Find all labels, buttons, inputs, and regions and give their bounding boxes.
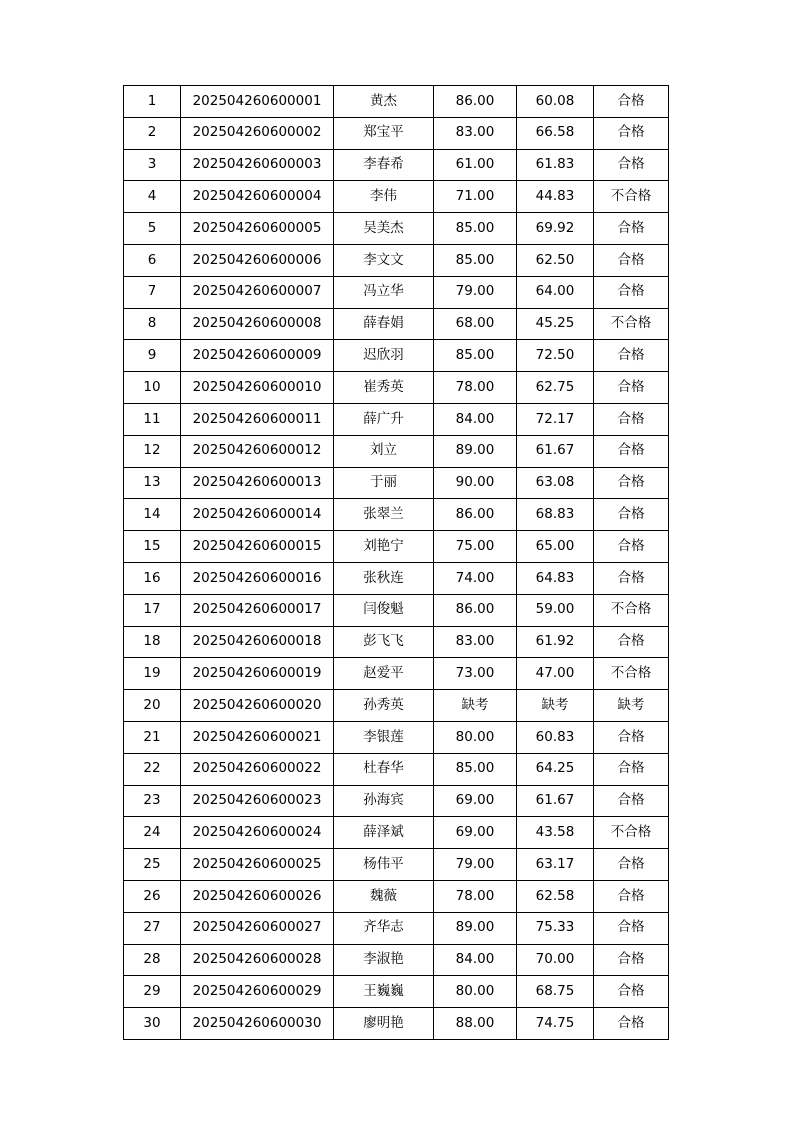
result-cell: 合格: [594, 626, 669, 658]
score-1-cell: 78.00: [434, 372, 517, 404]
score-2-cell: 72.50: [517, 340, 594, 372]
table-row: [124, 499, 669, 531]
candidate-name-cell: 赵爱平: [334, 658, 434, 690]
score-2-cell: 43.58: [517, 817, 594, 849]
candidate-name-cell: 李文文: [334, 244, 434, 276]
score-2-cell: 68.75: [517, 976, 594, 1008]
row-number-cell: 4: [124, 181, 181, 213]
exam-id-cell: 202504260600019: [181, 658, 334, 690]
exam-id-cell: 202504260600030: [181, 1008, 334, 1040]
table-row: [124, 626, 669, 658]
table-row: [124, 753, 669, 785]
table-row: [124, 562, 669, 594]
table-row: [124, 785, 669, 817]
exam-id-cell: 202504260600017: [181, 594, 334, 626]
candidate-name-cell: 彭飞飞: [334, 626, 434, 658]
row-number-cell: 15: [124, 531, 181, 563]
score-1-cell: 73.00: [434, 658, 517, 690]
table-row: [124, 86, 669, 118]
exam-id-cell: 202504260600014: [181, 499, 334, 531]
score-2-cell: 74.75: [517, 1008, 594, 1040]
result-cell: 合格: [594, 149, 669, 181]
exam-id-cell: 202504260600009: [181, 340, 334, 372]
candidate-name-cell: 张翠兰: [334, 499, 434, 531]
table-row: [124, 690, 669, 722]
score-2-cell: 61.92: [517, 626, 594, 658]
result-cell: 缺考: [594, 690, 669, 722]
candidate-name-cell: 魏薇: [334, 880, 434, 912]
candidate-name-cell: 李淑艳: [334, 944, 434, 976]
candidate-name-cell: 孙秀英: [334, 690, 434, 722]
result-cell: 合格: [594, 467, 669, 499]
score-1-cell: 69.00: [434, 817, 517, 849]
table-row: [124, 912, 669, 944]
score-2-cell: 64.00: [517, 276, 594, 308]
candidate-name-cell: 廖明艳: [334, 1008, 434, 1040]
result-cell: 合格: [594, 531, 669, 563]
result-cell: 合格: [594, 785, 669, 817]
row-number-cell: 18: [124, 626, 181, 658]
score-1-cell: 86.00: [434, 594, 517, 626]
score-2-cell: 65.00: [517, 531, 594, 563]
candidate-name-cell: 冯立华: [334, 276, 434, 308]
result-cell: 合格: [594, 276, 669, 308]
score-2-cell: 61.67: [517, 785, 594, 817]
score-2-cell: 62.58: [517, 880, 594, 912]
candidate-name-cell: 薛春娟: [334, 308, 434, 340]
candidate-name-cell: 李春希: [334, 149, 434, 181]
result-cell: 不合格: [594, 817, 669, 849]
exam-id-cell: 202504260600010: [181, 372, 334, 404]
score-2-cell: 61.83: [517, 149, 594, 181]
result-cell: 合格: [594, 976, 669, 1008]
exam-id-cell: 202504260600013: [181, 467, 334, 499]
exam-id-cell: 202504260600020: [181, 690, 334, 722]
table-row: [124, 880, 669, 912]
exam-id-cell: 202504260600021: [181, 721, 334, 753]
score-1-cell: 68.00: [434, 308, 517, 340]
exam-id-cell: 202504260600023: [181, 785, 334, 817]
results-table-body: [124, 86, 669, 1040]
row-number-cell: 24: [124, 817, 181, 849]
candidate-name-cell: 刘艳宁: [334, 531, 434, 563]
result-cell: 合格: [594, 435, 669, 467]
score-2-cell: 62.50: [517, 244, 594, 276]
score-2-cell: 70.00: [517, 944, 594, 976]
candidate-name-cell: 郑宝平: [334, 117, 434, 149]
score-1-cell: 78.00: [434, 880, 517, 912]
candidate-name-cell: 迟欣羽: [334, 340, 434, 372]
row-number-cell: 26: [124, 880, 181, 912]
row-number-cell: 19: [124, 658, 181, 690]
exam-id-cell: 202504260600001: [181, 86, 334, 118]
score-2-cell: 45.25: [517, 308, 594, 340]
score-2-cell: 62.75: [517, 372, 594, 404]
result-cell: 不合格: [594, 658, 669, 690]
result-cell: 不合格: [594, 181, 669, 213]
row-number-cell: 12: [124, 435, 181, 467]
row-number-cell: 1: [124, 86, 181, 118]
result-cell: 不合格: [594, 308, 669, 340]
row-number-cell: 8: [124, 308, 181, 340]
result-cell: 合格: [594, 721, 669, 753]
row-number-cell: 9: [124, 340, 181, 372]
result-cell: 合格: [594, 880, 669, 912]
candidate-name-cell: 吴美杰: [334, 213, 434, 245]
row-number-cell: 2: [124, 117, 181, 149]
score-1-cell: 86.00: [434, 499, 517, 531]
score-2-cell: 61.67: [517, 435, 594, 467]
candidate-name-cell: 李银莲: [334, 721, 434, 753]
result-cell: 合格: [594, 499, 669, 531]
results-table: [123, 85, 669, 1040]
exam-id-cell: 202504260600024: [181, 817, 334, 849]
score-2-cell: 47.00: [517, 658, 594, 690]
score-2-cell: 60.83: [517, 721, 594, 753]
table-row: [124, 276, 669, 308]
candidate-name-cell: 齐华志: [334, 912, 434, 944]
result-cell: 合格: [594, 340, 669, 372]
score-1-cell: 79.00: [434, 276, 517, 308]
result-cell: 合格: [594, 213, 669, 245]
exam-id-cell: 202504260600012: [181, 435, 334, 467]
exam-id-cell: 202504260600011: [181, 403, 334, 435]
score-2-cell: 63.17: [517, 849, 594, 881]
exam-id-cell: 202504260600026: [181, 880, 334, 912]
result-cell: 合格: [594, 562, 669, 594]
row-number-cell: 21: [124, 721, 181, 753]
result-cell: 合格: [594, 912, 669, 944]
table-row: [124, 1008, 669, 1040]
exam-id-cell: 202504260600022: [181, 753, 334, 785]
score-1-cell: 84.00: [434, 403, 517, 435]
score-1-cell: 85.00: [434, 244, 517, 276]
candidate-name-cell: 李伟: [334, 181, 434, 213]
score-1-cell: 缺考: [434, 690, 517, 722]
score-2-cell: 63.08: [517, 467, 594, 499]
table-row: [124, 149, 669, 181]
candidate-name-cell: 孙海宾: [334, 785, 434, 817]
exam-id-cell: 202504260600004: [181, 181, 334, 213]
result-cell: 合格: [594, 117, 669, 149]
score-1-cell: 89.00: [434, 912, 517, 944]
row-number-cell: 20: [124, 690, 181, 722]
row-number-cell: 25: [124, 849, 181, 881]
row-number-cell: 29: [124, 976, 181, 1008]
exam-id-cell: 202504260600029: [181, 976, 334, 1008]
row-number-cell: 27: [124, 912, 181, 944]
score-2-cell: 59.00: [517, 594, 594, 626]
candidate-name-cell: 杜春华: [334, 753, 434, 785]
score-1-cell: 74.00: [434, 562, 517, 594]
score-2-cell: 缺考: [517, 690, 594, 722]
score-1-cell: 84.00: [434, 944, 517, 976]
exam-id-cell: 202504260600002: [181, 117, 334, 149]
score-1-cell: 69.00: [434, 785, 517, 817]
exam-id-cell: 202504260600018: [181, 626, 334, 658]
candidate-name-cell: 杨伟平: [334, 849, 434, 881]
row-number-cell: 7: [124, 276, 181, 308]
exam-id-cell: 202504260600007: [181, 276, 334, 308]
candidate-name-cell: 崔秀英: [334, 372, 434, 404]
table-row: [124, 213, 669, 245]
row-number-cell: 28: [124, 944, 181, 976]
exam-id-cell: 202504260600006: [181, 244, 334, 276]
score-1-cell: 89.00: [434, 435, 517, 467]
table-row: [124, 721, 669, 753]
exam-id-cell: 202504260600027: [181, 912, 334, 944]
table-row: [124, 467, 669, 499]
result-cell: 合格: [594, 944, 669, 976]
score-2-cell: 64.25: [517, 753, 594, 785]
score-2-cell: 72.17: [517, 403, 594, 435]
score-1-cell: 71.00: [434, 181, 517, 213]
row-number-cell: 22: [124, 753, 181, 785]
candidate-name-cell: 刘立: [334, 435, 434, 467]
exam-id-cell: 202504260600028: [181, 944, 334, 976]
score-1-cell: 61.00: [434, 149, 517, 181]
table-row: [124, 817, 669, 849]
row-number-cell: 17: [124, 594, 181, 626]
exam-id-cell: 202504260600025: [181, 849, 334, 881]
table-row: [124, 117, 669, 149]
score-1-cell: 86.00: [434, 86, 517, 118]
candidate-name-cell: 薛泽斌: [334, 817, 434, 849]
score-2-cell: 60.08: [517, 86, 594, 118]
table-row: [124, 976, 669, 1008]
candidate-name-cell: 黄杰: [334, 86, 434, 118]
result-cell: 合格: [594, 849, 669, 881]
candidate-name-cell: 于丽: [334, 467, 434, 499]
table-row: [124, 658, 669, 690]
score-2-cell: 64.83: [517, 562, 594, 594]
score-1-cell: 85.00: [434, 213, 517, 245]
score-1-cell: 79.00: [434, 849, 517, 881]
score-1-cell: 88.00: [434, 1008, 517, 1040]
row-number-cell: 5: [124, 213, 181, 245]
row-number-cell: 6: [124, 244, 181, 276]
candidate-name-cell: 闫俊魁: [334, 594, 434, 626]
score-1-cell: 83.00: [434, 117, 517, 149]
score-2-cell: 69.92: [517, 213, 594, 245]
row-number-cell: 30: [124, 1008, 181, 1040]
row-number-cell: 16: [124, 562, 181, 594]
score-1-cell: 85.00: [434, 340, 517, 372]
table-row: [124, 244, 669, 276]
table-row: [124, 181, 669, 213]
score-1-cell: 83.00: [434, 626, 517, 658]
score-1-cell: 80.00: [434, 721, 517, 753]
result-cell: 合格: [594, 403, 669, 435]
table-row: [124, 944, 669, 976]
table-row: [124, 308, 669, 340]
score-2-cell: 75.33: [517, 912, 594, 944]
score-2-cell: 68.83: [517, 499, 594, 531]
row-number-cell: 14: [124, 499, 181, 531]
exam-id-cell: 202504260600005: [181, 213, 334, 245]
exam-id-cell: 202504260600003: [181, 149, 334, 181]
table-row: [124, 531, 669, 563]
row-number-cell: 13: [124, 467, 181, 499]
score-1-cell: 90.00: [434, 467, 517, 499]
score-2-cell: 66.58: [517, 117, 594, 149]
score-1-cell: 85.00: [434, 753, 517, 785]
table-row: [124, 849, 669, 881]
candidate-name-cell: 王巍巍: [334, 976, 434, 1008]
candidate-name-cell: 薛广升: [334, 403, 434, 435]
result-cell: 合格: [594, 753, 669, 785]
table-row: [124, 372, 669, 404]
table-row: [124, 340, 669, 372]
table-row: [124, 403, 669, 435]
result-cell: 合格: [594, 1008, 669, 1040]
exam-id-cell: 202504260600015: [181, 531, 334, 563]
row-number-cell: 3: [124, 149, 181, 181]
table-row: [124, 594, 669, 626]
result-cell: 合格: [594, 372, 669, 404]
table-row: [124, 435, 669, 467]
result-cell: 合格: [594, 86, 669, 118]
exam-id-cell: 202504260600016: [181, 562, 334, 594]
row-number-cell: 23: [124, 785, 181, 817]
result-cell: 不合格: [594, 594, 669, 626]
exam-id-cell: 202504260600008: [181, 308, 334, 340]
candidate-name-cell: 张秋连: [334, 562, 434, 594]
row-number-cell: 10: [124, 372, 181, 404]
result-cell: 合格: [594, 244, 669, 276]
row-number-cell: 11: [124, 403, 181, 435]
score-1-cell: 80.00: [434, 976, 517, 1008]
score-1-cell: 75.00: [434, 531, 517, 563]
score-2-cell: 44.83: [517, 181, 594, 213]
